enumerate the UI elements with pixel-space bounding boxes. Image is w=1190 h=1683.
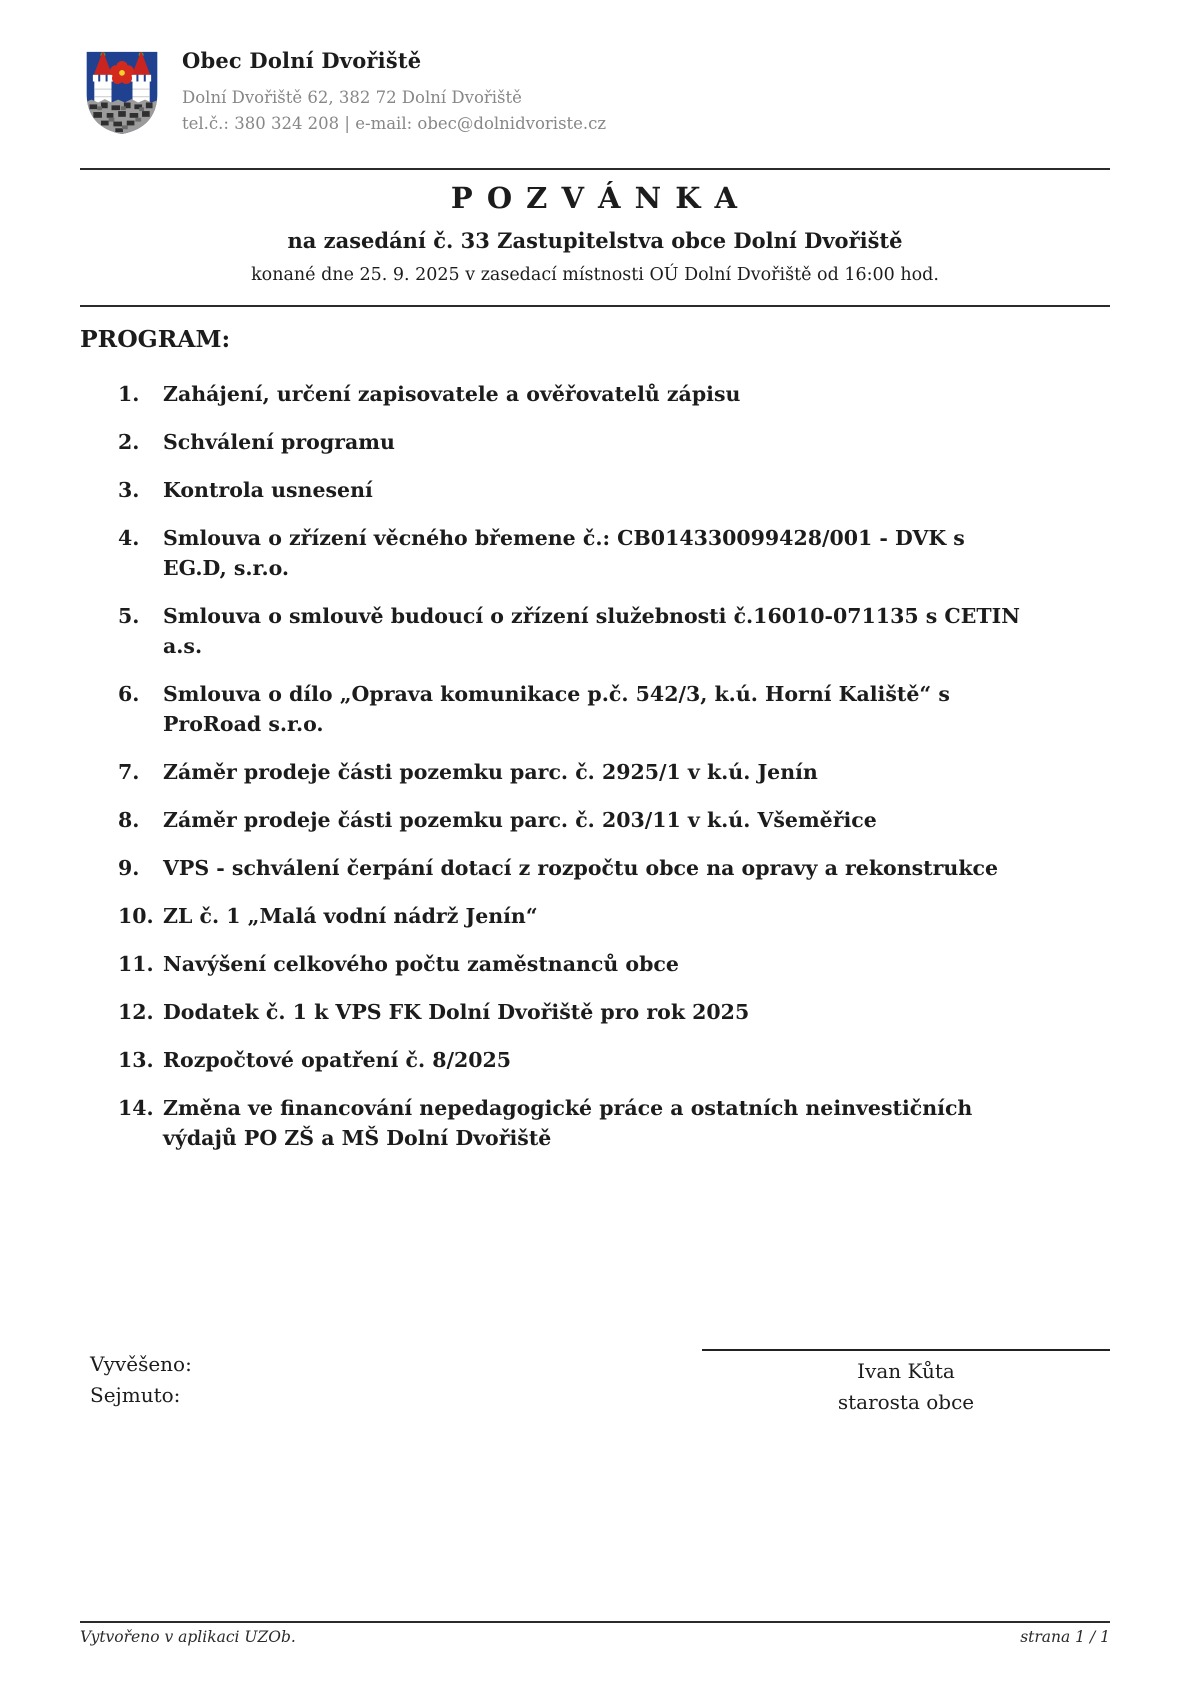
program-item <box>80 805 1035 835</box>
item-number: 1. <box>118 382 140 407</box>
removed-label: Sejmuto: <box>90 1383 181 1408</box>
org-address <box>182 85 606 136</box>
item-text: Navýšení celkového počtu zaměstnanců obce <box>163 952 679 977</box>
org-name: Obec Dolní Dvořiště <box>182 48 422 73</box>
program-item <box>80 757 1035 787</box>
signature-block <box>702 1349 1110 1418</box>
signature-section <box>80 1349 1110 1418</box>
item-number: 6. <box>118 682 140 707</box>
item-text: Schválení programu <box>163 430 395 455</box>
item-number: 3. <box>118 478 140 503</box>
item-text: Zahájení, určení zapisovatele a ověřovatelů zápisu <box>163 382 741 407</box>
signatory-name: Ivan Kůta <box>857 1359 955 1384</box>
item-number: 12. <box>118 1000 154 1025</box>
program-item <box>80 997 1035 1027</box>
signatory-role: starosta obce <box>837 1390 975 1415</box>
program-item <box>80 427 1035 457</box>
page-footer <box>80 1621 1110 1646</box>
item-text: Změna ve financování nepedagogické práce a ostatních neinvestičních výdajů PO ZŠ a MŠ Dolní Dvořiště <box>163 1096 973 1151</box>
item-text: Záměr prodeje části pozemku parc. č. 203/11 v k.ú. Všeměřice <box>163 808 877 833</box>
item-text: Kontrola usnesení <box>163 478 373 503</box>
program-item <box>80 601 1035 661</box>
posted-label: Vyvěšeno: <box>90 1352 192 1377</box>
program-item <box>80 901 1035 931</box>
item-number: 9. <box>118 856 140 881</box>
item-number: 10. <box>118 904 154 929</box>
item-number: 5. <box>118 604 140 629</box>
program-item <box>80 523 1035 583</box>
footer-page-number: strana 1 / 1 <box>1020 1628 1110 1646</box>
footer-created-with: Vytvořeno v aplikaci UZOb. <box>80 1628 296 1646</box>
item-text: Smlouva o dílo „Oprava komunikace p.č. 542/3, k.ú. Horní Kaliště“ s ProRoad s.r.o. <box>163 682 950 737</box>
org-contact-line: tel.č.: 380 324 208 | e-mail: obec@dolnidvoriste.cz <box>182 113 607 133</box>
program-item <box>80 1093 1035 1153</box>
item-number: 13. <box>118 1048 154 1073</box>
program-list <box>80 379 1110 1153</box>
item-number: 2. <box>118 430 140 455</box>
program-heading: PROGRAM: <box>80 325 231 354</box>
program-item <box>80 379 1035 409</box>
invitation-title-block <box>80 170 1110 307</box>
program-item <box>80 853 1035 883</box>
posting-dates <box>90 1349 192 1411</box>
item-number: 14. <box>118 1096 154 1121</box>
item-text: Rozpočtové opatření č. 8/2025 <box>163 1048 512 1073</box>
item-number: 8. <box>118 808 140 833</box>
org-address-line: Dolní Dvořiště 62, 382 72 Dolní Dvořiště <box>182 88 522 107</box>
item-text: Dodatek č. 1 k VPS FK Dolní Dvořiště pro rok 2025 <box>163 1000 750 1025</box>
letterhead <box>80 0 1110 170</box>
program-item <box>80 475 1035 505</box>
item-text: VPS - schválení čerpání dotací z rozpočtu obce na opravy a rekonstrukce <box>163 856 999 881</box>
item-text: Záměr prodeje části pozemku parc. č. 2925/1 v k.ú. Jenín <box>163 760 818 785</box>
municipal-coat-of-arms-icon <box>80 46 164 138</box>
program-item <box>80 679 1035 739</box>
program-item <box>80 949 1035 979</box>
item-text: Smlouva o smlouvě budoucí o zřízení služebnosti č.16010-071135 s CETIN a.s. <box>163 604 1020 659</box>
meeting-details: konané dne 25. 9. 2025 v zasedací místnosti OÚ Dolní Dvořiště od 16:00 hod. <box>251 265 939 286</box>
document-subtitle: na zasedání č. 33 Zastupitelstva obce Dolní Dvořiště <box>287 228 903 254</box>
program-item <box>80 1045 1035 1075</box>
item-number: 7. <box>118 760 140 785</box>
item-text: Smlouva o zřízení věcného břemene č.: CB014330099428/001 - DVK s EG.D, s.r.o. <box>163 526 965 581</box>
item-text: ZL č. 1 „Malá vodní nádrž Jenín“ <box>163 904 538 929</box>
document-title: P O Z V Á N K A <box>450 181 740 215</box>
item-number: 11. <box>118 952 154 977</box>
item-number: 4. <box>118 526 140 551</box>
